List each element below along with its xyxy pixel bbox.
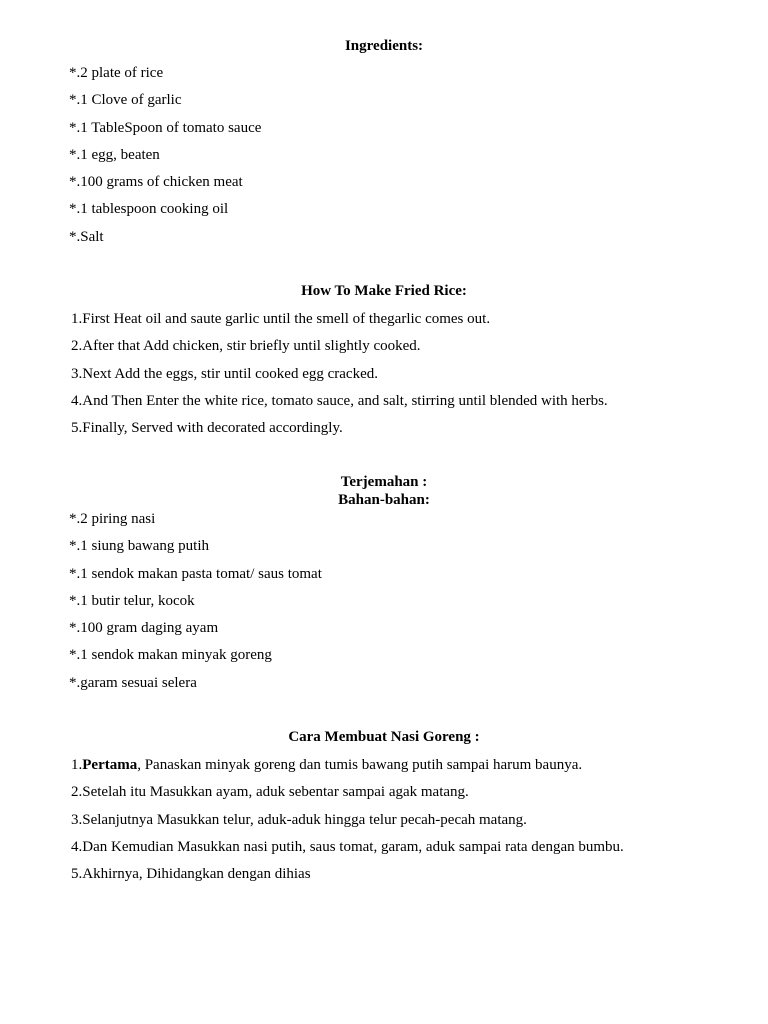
how-to-heading: How To Make Fried Rice: — [301, 283, 467, 299]
ingredient-item: *.1 egg, beaten — [69, 146, 160, 163]
cara-step-text: , Panaskan minyak goreng dan tumis bawang putih sampai harum baunya. — [137, 757, 583, 773]
cara-step: 5.Akhirnya, Dihidangkan dengan dihias — [71, 866, 311, 883]
cara-step: 4.Dan Kemudian Masukkan nasi putih, saus tomat, garam, aduk sampai rata dengan bumbu. — [71, 838, 624, 855]
how-to-section — [0, 282, 768, 446]
bahan-item: *.2 piring nasi — [69, 511, 156, 527]
cara-step — [0, 756, 768, 774]
cara-heading: Cara Membuat Nasi Goreng : — [288, 729, 480, 745]
how-to-step: 1.First Heat oil and saute garlic until the smell of thegarlic comes out. — [71, 311, 491, 327]
ingredient-item: *.1 Clove of garlic — [69, 92, 182, 109]
ingredients-list — [0, 64, 768, 246]
ingredients-heading: Ingredients: — [344, 38, 424, 54]
bahan-item: *.100 gram daging ayam — [69, 620, 219, 637]
bahan-item: *.1 sendok makan minyak goreng — [69, 647, 272, 664]
cara-step: 3.Selanjutnya Masukkan telur, aduk-aduk hingga telur pecah-pecah matang. — [71, 811, 527, 828]
ingredient-item: *.1 tablespoon cooking oil — [69, 201, 229, 218]
ingredient-item: *.2 plate of rice — [69, 65, 164, 81]
ingredients-section — [0, 37, 768, 255]
ingredient-item: *.100 grams of chicken meat — [69, 174, 243, 191]
how-to-step: 2.After that Add chicken, stir briefly until slightly cooked. — [71, 338, 421, 355]
how-to-step: 3.Next Add the eggs, stir until cooked egg cracked. — [71, 365, 379, 382]
bahan-item: *.1 siung bawang putih — [69, 538, 209, 555]
how-to-step: 5.Finally, Served with decorated accordingly. — [71, 420, 343, 437]
cara-steps — [0, 756, 768, 883]
cara-step: 2.Setelah itu Masukkan ayam, aduk sebentar sampai agak matang. — [71, 784, 469, 801]
cara-section — [0, 728, 768, 892]
bahan-item: *.1 butir telur, kocok — [69, 592, 195, 609]
how-to-steps — [0, 310, 768, 437]
ingredient-item: *.1 TableSpoon of tomato sauce — [69, 119, 262, 136]
bahan-item: *.garam sesuai selera — [69, 674, 197, 691]
cara-step-bold-word: Pertama — [82, 757, 138, 773]
cara-step-number: 1. — [71, 757, 83, 773]
bahan-list — [0, 510, 768, 692]
how-to-step: 4.And Then Enter the white rice, tomato sauce, and salt, stirring until blended with herbs. — [71, 392, 608, 409]
terjemahan-heading: Terjemahan : — [340, 474, 428, 490]
terjemahan-section — [0, 473, 768, 701]
bahan-heading: Bahan-bahan: — [338, 492, 430, 508]
ingredient-item: *.Salt — [69, 228, 104, 245]
bahan-item: *.1 sendok makan pasta tomat/ saus tomat — [69, 565, 322, 582]
